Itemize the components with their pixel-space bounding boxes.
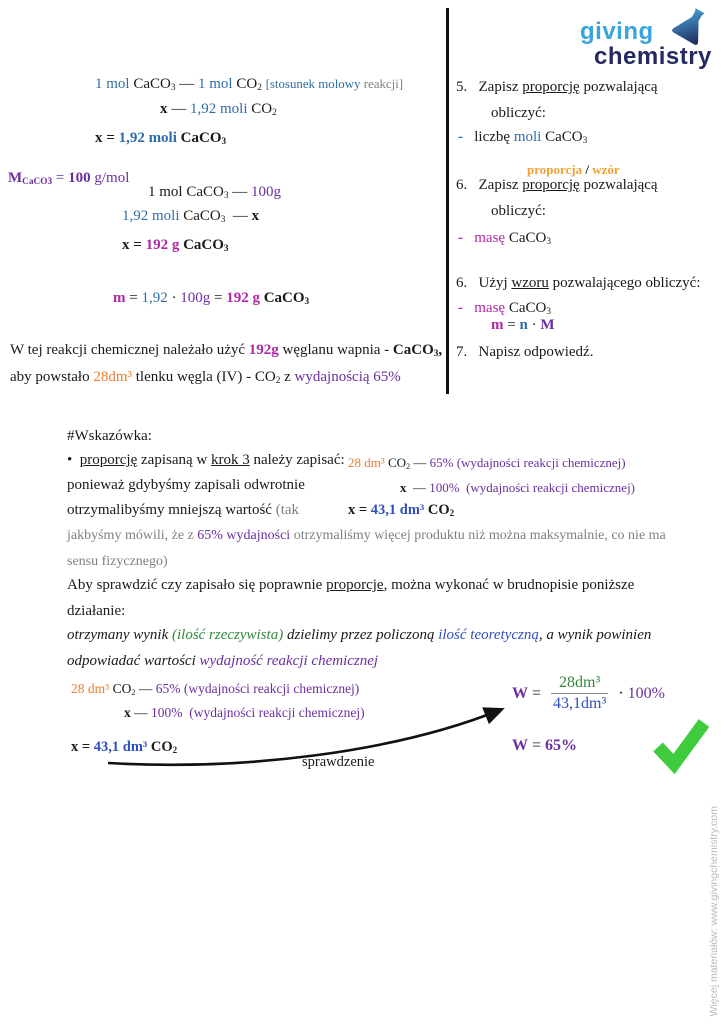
efficiency-formula (512, 674, 665, 713)
calc-mol-mass-ratio: 1 mol CaCO3 — 100g (148, 184, 281, 202)
step-6b-line-1: 6. Użyj wzoru pozwalającego obliczyć: (456, 275, 701, 291)
hint-line-3: otrzymalibyśmy mniejszą wartość (tak (67, 502, 300, 518)
logo-word-chemistry: chemistry (594, 43, 712, 70)
hint-line-9-italic: odpowiadać wartości wydajność reakcji chemicznej (67, 653, 379, 669)
summary-line-1: W tej reakcji chemicznej należało użyć 192g węglanu wapnia - CaCO3, (10, 342, 443, 360)
calc-moles-x: 1,92 moli CaCO3 — x (122, 208, 260, 226)
hint-line-5: sensu fizycznego) (67, 554, 168, 569)
giving-chemistry-logo (566, 6, 722, 74)
step-7: 7. Napisz odpowiedź. (456, 344, 594, 360)
step-6-item: - masę CaCO3 (458, 230, 551, 248)
step-5-item: - liczbę moli CaCO3 (458, 129, 588, 147)
efficiency-result: W = 65% (512, 737, 578, 754)
check-x-result: x = 43,1 dm³ CO2 (71, 739, 178, 755)
calc-m-equation: m = 1,92 · 100g = 192 g CaCO3 (113, 290, 310, 308)
summary-line-2: aby powstało 28dm³ tlenku węgla (IV) - CO2 z wydajnością 65% (10, 369, 401, 387)
hint-line-6: Aby sprawdzić czy zapisało się poprawnie proporcje, można wykonać w brudnopisie poniższe (67, 577, 635, 593)
step-6b-item: - masę CaCO3 (458, 300, 551, 318)
formula-rhs: · 100% (618, 684, 665, 702)
calc-x-result-moles: x = 1,92 moli CaCO3 (95, 130, 227, 148)
hint-bullet: • proporcję zapisaną w krok 3 należy zapisać: (67, 452, 345, 468)
step-5-line-1: 5. Zapisz proporcję pozwalającą (456, 79, 658, 95)
logo-word-giving: giving (580, 18, 654, 45)
hint-line-2: ponieważ gdybyśmy zapisali odwrotnie (67, 477, 305, 493)
step-5-line-2: obliczyć: (491, 105, 546, 121)
formula-lhs: W = (512, 684, 542, 702)
calc-mol-ratio: 1 mol CaCO3 — 1 mol CO2 [stosunek molowy reakcji] (95, 76, 404, 94)
fraction-denominator: 43,1dm³ (553, 695, 607, 712)
sprawdzenie-label: sprawdzenie (302, 754, 375, 770)
gold-label-proporcja-wzor: proporcja / wzór (527, 162, 620, 177)
calc-x-result-mass: x = 192 g CaCO3 (122, 237, 229, 255)
hint-line-8-italic: otrzymany wynik (ilość rzeczywista) dzielimy przez policzoną ilość teoretyczną, a wynik powinien (67, 627, 652, 643)
check-proportion-line-1: 28 dm³ CO2 — 65% (wydajności reakcji chemicznej) (71, 681, 360, 697)
calc-x-moles: x — 1,92 moli CO2 (160, 101, 277, 119)
hint-line-4: jakbyśmy mówili, że z 65% wydajności otrzymaliśmy więcej produktu niż można maksymalnie, co nie ma (67, 528, 666, 543)
calc-molar-mass: MCaCO3 = 100 g/mol (8, 170, 130, 188)
hint-proportion-line-1: 28 dm³ CO2 — 65% (wydajności reakcji chemicznej) (348, 455, 626, 471)
step-6-line-2: obliczyć: (491, 203, 546, 219)
sidebar-watermark: Więcej materiałów: www.givingchemistry.com (708, 805, 720, 1016)
step-6b-formula: m = n · M (491, 317, 555, 333)
checkmark-icon (650, 716, 712, 774)
hint-title: #Wskazówka: (67, 428, 152, 444)
hint-proportion-line-2: x — 100% (wydajności reakcji chemicznej) (400, 480, 636, 495)
column-divider (446, 8, 449, 394)
flask-icon (664, 2, 716, 54)
check-proportion-line-2: x — 100% (wydajności reakcji chemicznej) (124, 705, 365, 720)
hint-line-7: działanie: (67, 603, 126, 619)
formula-fraction (545, 674, 614, 713)
hint-x-result: x = 43,1 dm³ CO2 (348, 502, 455, 518)
fraction-numerator: 28dm³ (551, 674, 608, 694)
step-6-line-1: 6. Zapisz proporcję pozwalającą (456, 177, 658, 193)
